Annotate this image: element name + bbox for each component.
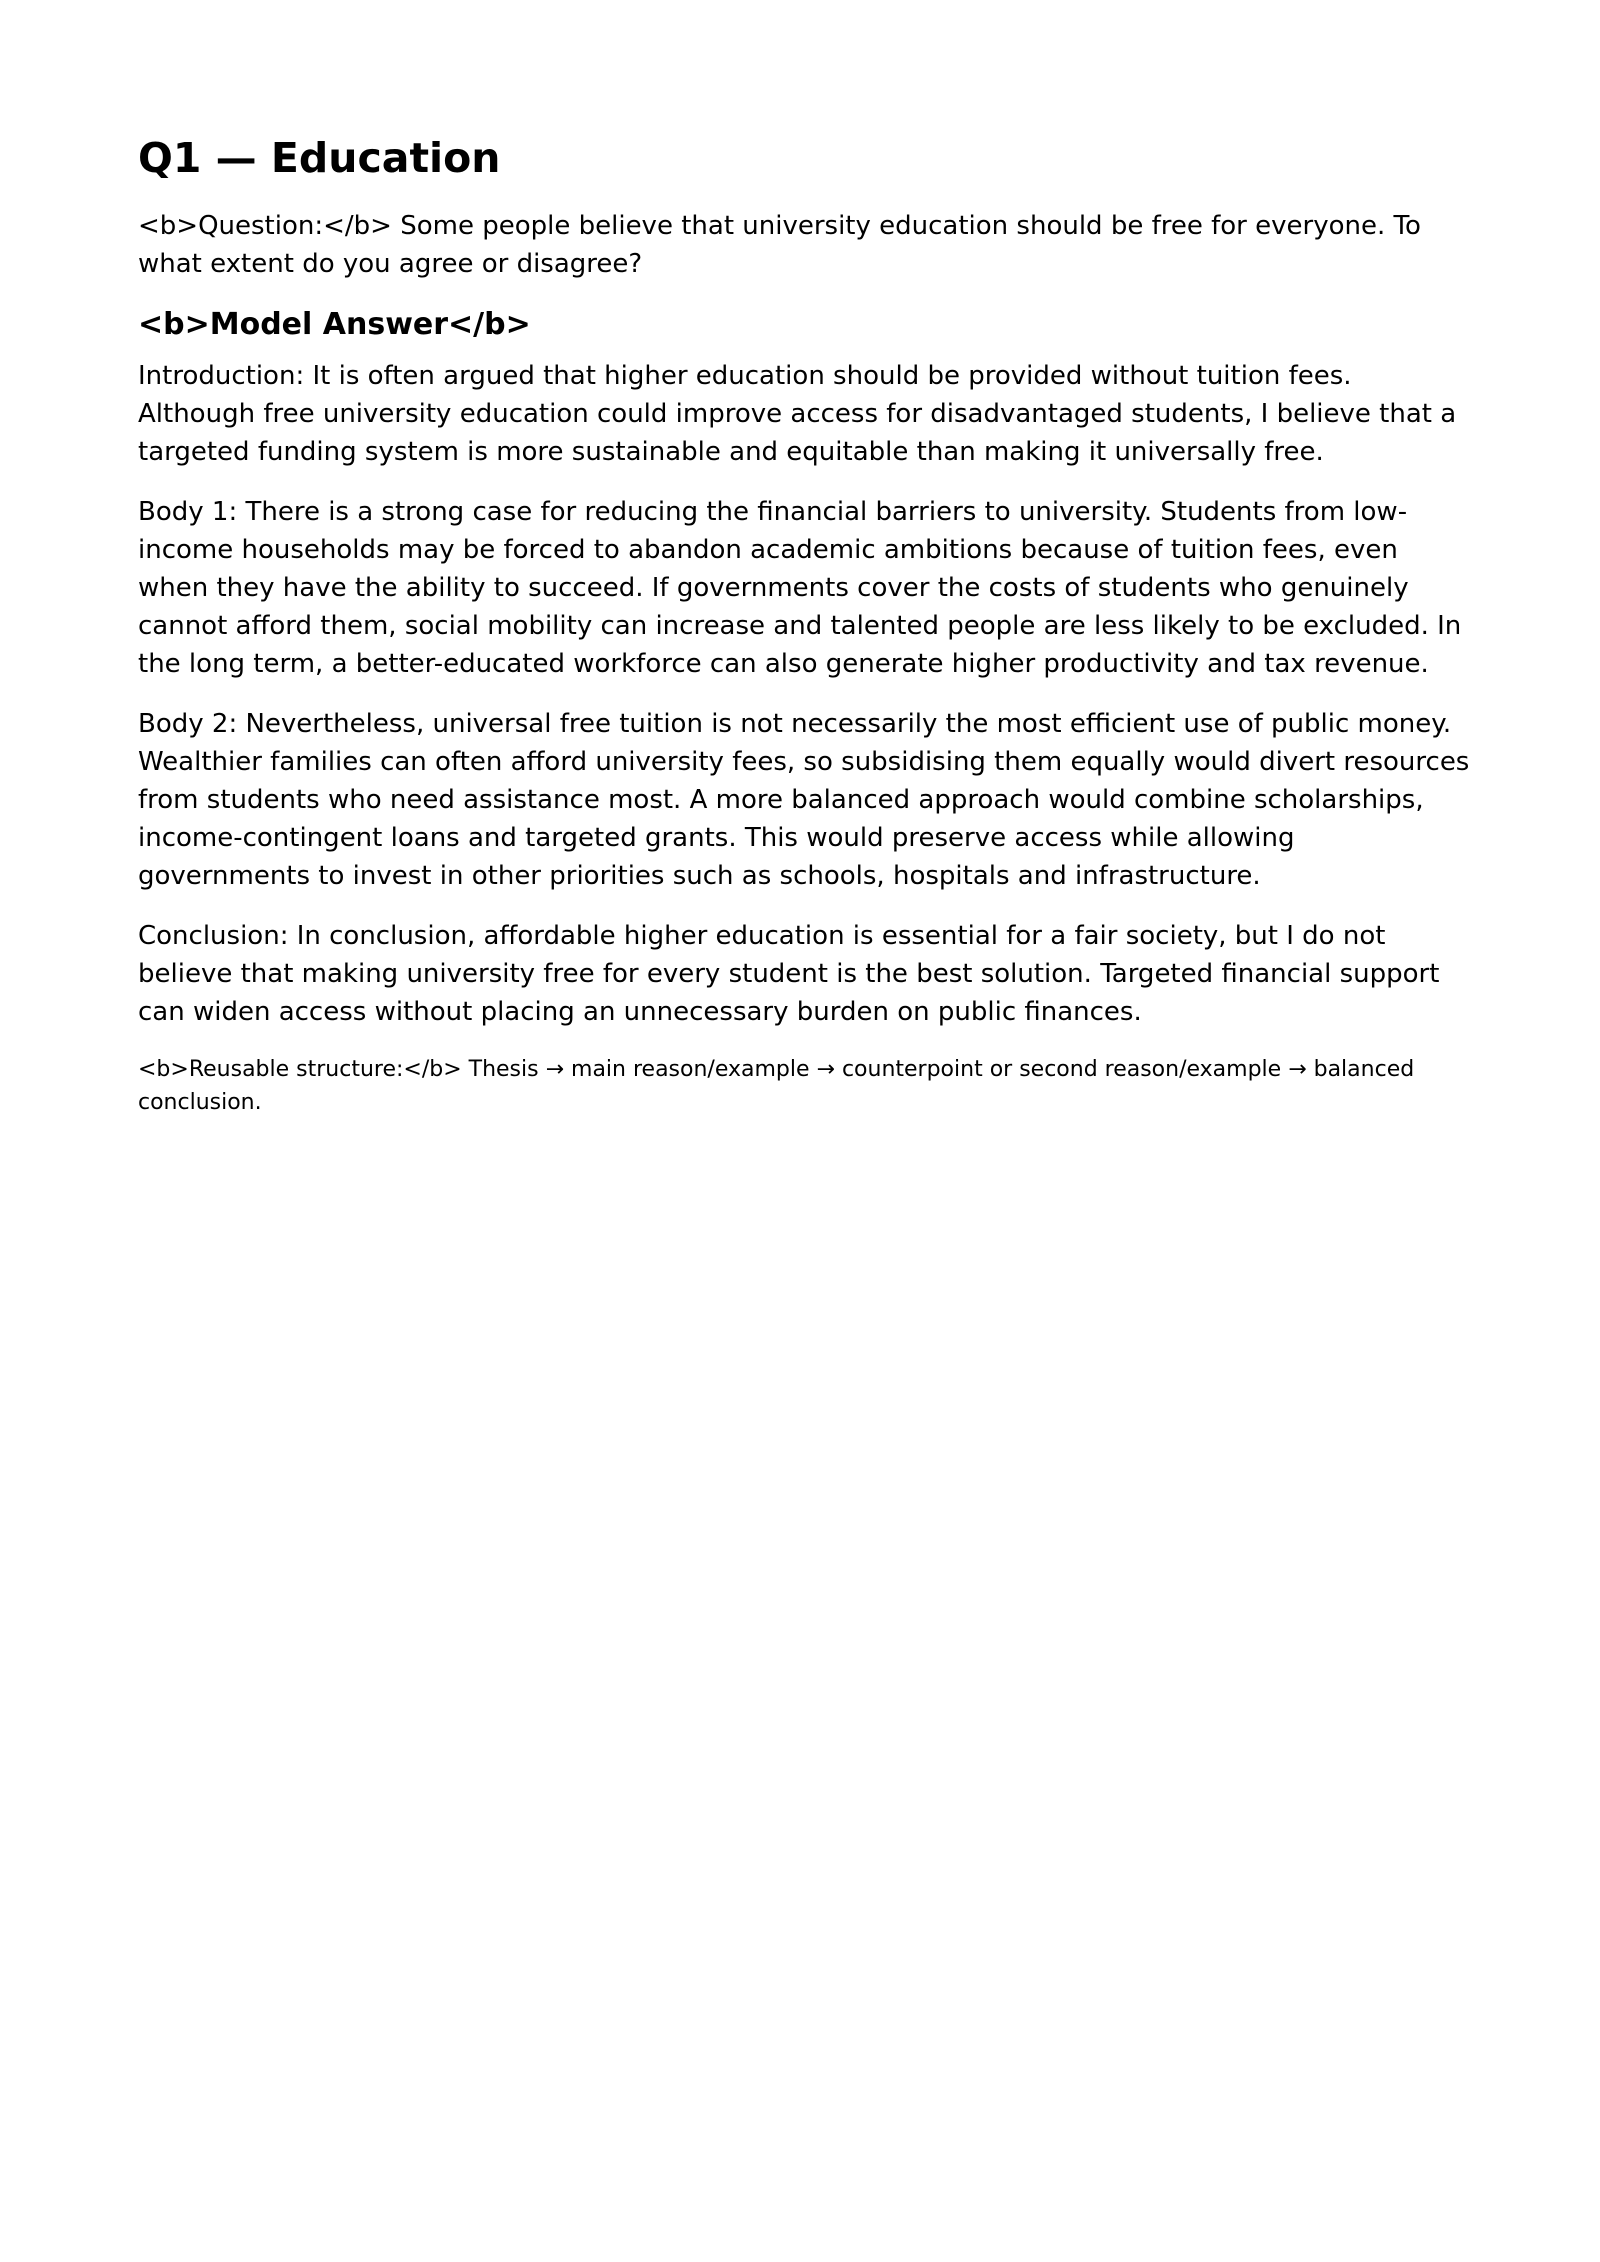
question-text: <b>Question:</b> Some people believe that university education should be free for everyone. To what extent do you agree or disagree? xyxy=(138,211,1421,279)
body-1-paragraph: Body 1: There is a strong case for reducing the financial barriers to university. Students from low-income households may be forced to abandon academic ambitions because of tuition fees, even when they have the ability to succeed. If governments cover the costs of students who genuinely cannot afford them, social mobility can increase and talented people are less likely to be excluded. In the long term, a better-educated workforce can also generate higher productivity and tax revenue. xyxy=(138,497,1462,679)
conclusion-paragraph: Conclusion: In conclusion, affordable higher education is essential for a fair society, but I do not believe that making university free for every student is the best solution. Targeted financial support can widen access without placing an unnecessary burden on public finances. xyxy=(138,921,1440,1027)
document-content xyxy=(138,128,1473,1119)
page-title: Q1 — Education xyxy=(138,134,501,182)
introduction-paragraph: Introduction: It is often argued that higher education should be provided without tuition fees. Although free university education could improve access for disadvantaged students, I believe that a targeted funding system is more sustainable and equitable than making it universally free. xyxy=(138,361,1457,467)
model-answer-heading: <b>Model Answer</b> xyxy=(138,307,531,342)
reusable-structure-note: <b>Reusable structure:</b> Thesis → main reason/example → counterpoint or second reason/example → balanced conclusion. xyxy=(138,1057,1415,1115)
body-2-paragraph: Body 2: Nevertheless, universal free tuition is not necessarily the most efficient use of public money. Wealthier families can often afford university fees, so subsidising them equally would divert resources from students who need assistance most. A more balanced approach would combine scholarships, income-contingent loans and targeted grants. This would preserve access while allowing governments to invest in other priorities such as schools, hospitals and infrastructure. xyxy=(138,709,1470,891)
